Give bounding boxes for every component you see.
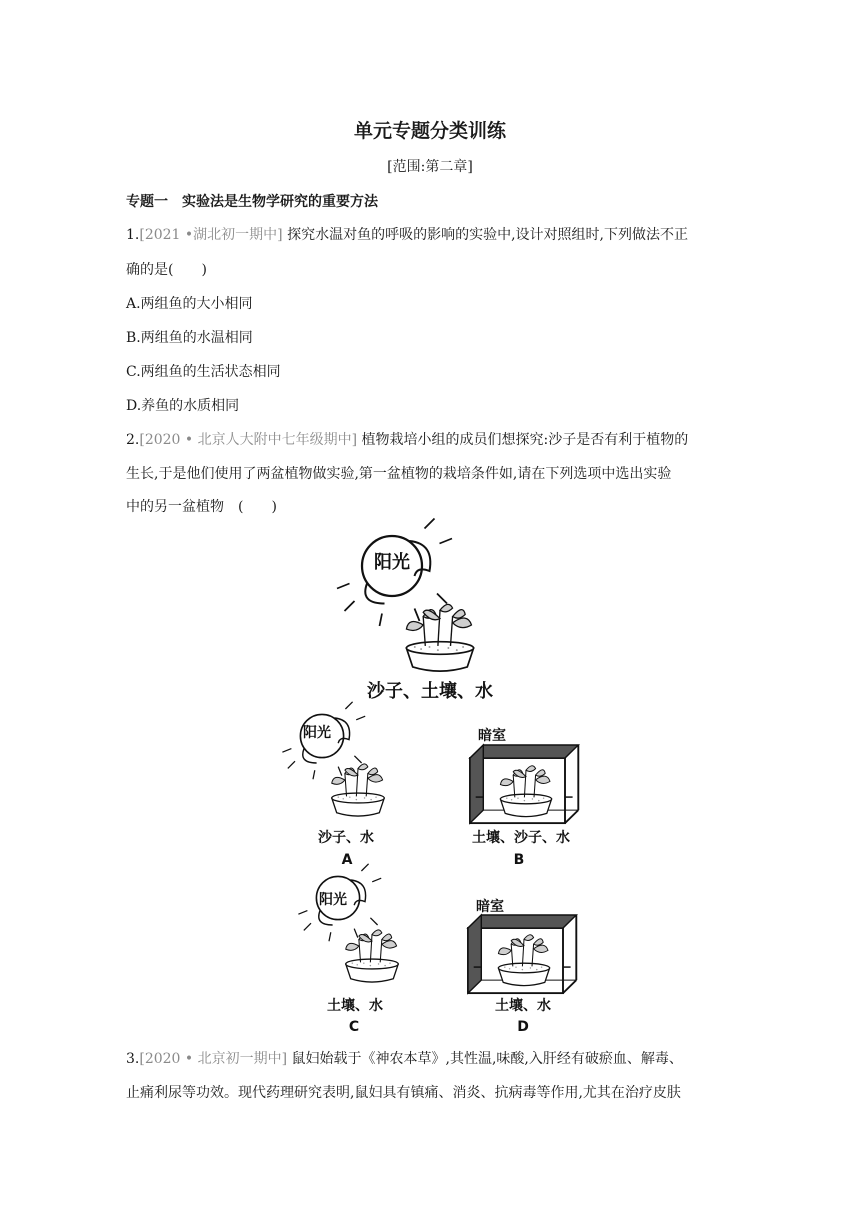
q3-line-1: [126, 1048, 683, 1068]
option-b-letter: B: [513, 852, 525, 868]
q1-option-b: B.两组鱼的水温相同: [126, 330, 253, 346]
main-caption: 沙子、土壤、水: [367, 681, 493, 702]
q1-line-2: 确的是( ): [126, 262, 207, 278]
option-a-caption: 沙子、水: [318, 830, 374, 846]
option-a-sun-label: 阳光: [303, 725, 331, 741]
q3-text: 鼠妇始载于《神农本草》,其性温,味酸,入肝经有破瘀血、解毒、: [291, 1051, 683, 1067]
q2-line-2: 生长,于是他们使用了两盆植物做实验,第一盆植物的栽培条件如,请在下列选项中选出实验: [126, 466, 672, 482]
option-d-plant-pot-icon: [498, 935, 549, 986]
q2-line-3: 中的另一盆植物 ( ): [126, 499, 277, 515]
main-sun-label: 阳光: [374, 552, 410, 573]
option-d-letter: D: [517, 1019, 529, 1035]
page-title: 单元专题分类训练: [353, 120, 506, 142]
q1-number: 1.: [126, 227, 140, 243]
option-b-caption: 土壤、沙子、水: [472, 830, 570, 846]
q1-source: [2021 •湖北初一期中]: [139, 227, 283, 243]
option-c-caption: 土壤、水: [327, 998, 383, 1014]
q2-text: 植物栽培小组的成员们想探究:沙子是否有利于植物的: [361, 432, 689, 448]
q1-option-d: D.养鱼的水质相同: [126, 398, 240, 414]
option-c-plant-pot-icon: [346, 930, 398, 982]
q3-line-2: 止痛利尿等功效。现代药理研究表明,鼠妇具有镇痛、消炎、抗病毒等作用,尤其在治疗皮肤: [126, 1085, 681, 1101]
q1-text: 探究水温对鱼的呼吸的影响的实验中,设计对照组时,下列做法不正: [287, 227, 688, 243]
option-b-room-label: 暗室: [478, 728, 506, 744]
option-d-room-label: 暗室: [476, 899, 504, 915]
chapter-scope: [范围:第二章]: [387, 159, 473, 175]
q3-source: [2020 • 北京初一期中]: [139, 1051, 288, 1067]
option-d-caption: 土壤、水: [495, 998, 551, 1014]
q1-option-c: C.两组鱼的生活状态相同: [126, 364, 281, 380]
q2-source: [2020 • 北京人大附中七年级期中]: [139, 432, 358, 448]
q3-number: 3.: [126, 1051, 140, 1067]
option-b-plant-pot-icon: [500, 766, 551, 817]
topic-heading: 专题一 实验法是生物学研究的重要方法: [126, 194, 378, 210]
option-c-letter: C: [348, 1019, 360, 1035]
q1-option-a: A.两组鱼的大小相同: [126, 296, 253, 312]
q2-number: 2.: [126, 432, 140, 448]
option-c-sun-label: 阳光: [319, 892, 347, 908]
option-a-letter: A: [341, 852, 353, 868]
